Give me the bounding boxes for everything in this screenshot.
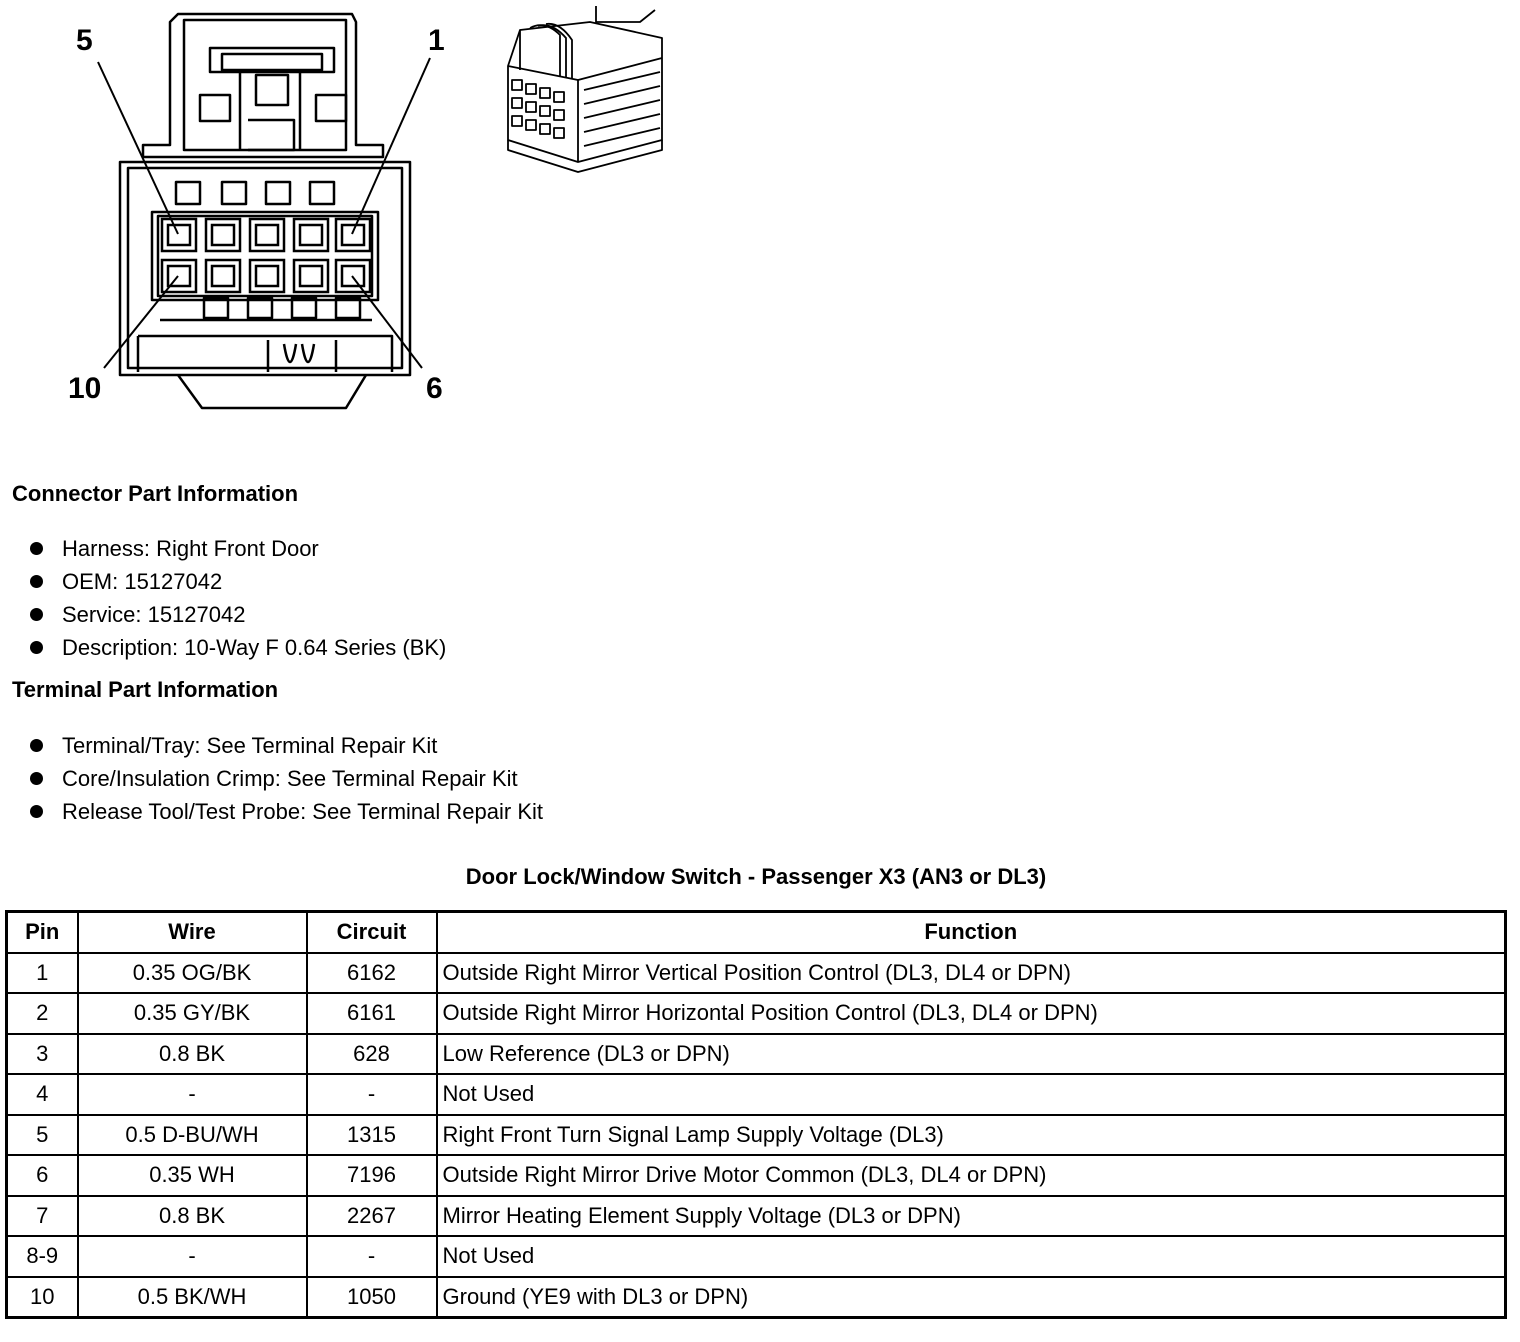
- function-cell: Outside Right Mirror Drive Motor Common (DL3, DL4 or DPN): [437, 1155, 1506, 1196]
- circuit-cell: 1315: [307, 1115, 437, 1156]
- connector-3d-view: [500, 0, 680, 175]
- circuit-cell: 2267: [307, 1196, 437, 1237]
- function-cell: Right Front Turn Signal Lamp Supply Voltage (DL3): [437, 1115, 1506, 1156]
- table-header-row: [7, 912, 1506, 953]
- pin-cell: 1: [7, 953, 78, 994]
- pin-cell: 8-9: [7, 1236, 78, 1277]
- table-row: [7, 1115, 1506, 1156]
- column-header-wire: Wire: [78, 912, 307, 953]
- pin-cell: 3: [7, 1034, 78, 1075]
- column-header-circuit: Circuit: [307, 912, 437, 953]
- circuit-cell: 628: [307, 1034, 437, 1075]
- wire-cell: 0.8 BK: [78, 1196, 307, 1237]
- function-cell: Low Reference (DL3 or DPN): [437, 1034, 1506, 1075]
- wire-cell: 0.5 BK/WH: [78, 1277, 307, 1318]
- function-cell: Not Used: [437, 1074, 1506, 1115]
- pin-cell: 2: [7, 993, 78, 1034]
- table-row: [7, 993, 1506, 1034]
- pin-label-10: 10: [68, 372, 102, 405]
- terminal-cavities: [162, 219, 370, 292]
- wire-cell: -: [78, 1236, 307, 1277]
- table-row: [7, 1236, 1506, 1277]
- wire-cell: 0.35 GY/BK: [78, 993, 307, 1034]
- table-row: [7, 1155, 1506, 1196]
- circuit-cell: 1050: [307, 1277, 437, 1318]
- pin-cell: 7: [7, 1196, 78, 1237]
- pin-cell: 4: [7, 1074, 78, 1115]
- connector-face-diagram: [60, 0, 460, 420]
- function-cell: Outside Right Mirror Vertical Position Control (DL3, DL4 or DPN): [437, 953, 1506, 994]
- function-cell: Outside Right Mirror Horizontal Position Control (DL3, DL4 or DPN): [437, 993, 1506, 1034]
- pin-cell: 10: [7, 1277, 78, 1318]
- pin-label-1: 1: [428, 24, 445, 57]
- circuit-cell: -: [307, 1236, 437, 1277]
- list-item: Service: 15127042: [30, 598, 446, 631]
- circuit-cell: 6162: [307, 953, 437, 994]
- table-row: [7, 1277, 1506, 1318]
- column-header-function: Function: [437, 912, 1506, 953]
- pin-label-6: 6: [426, 372, 443, 405]
- table-row: [7, 1034, 1506, 1075]
- table-caption: Door Lock/Window Switch - Passenger X3 (AN3 or DL3): [465, 864, 1047, 889]
- list-item: Release Tool/Test Probe: See Terminal Repair Kit: [30, 795, 543, 828]
- wire-cell: 0.8 BK: [78, 1034, 307, 1075]
- wire-cell: -: [78, 1074, 307, 1115]
- function-cell: Ground (YE9 with DL3 or DPN): [437, 1277, 1506, 1318]
- circuit-cell: -: [307, 1074, 437, 1115]
- connector-info-list: [30, 532, 446, 664]
- list-item: Core/Insulation Crimp: See Terminal Repair Kit: [30, 762, 543, 795]
- table-row: [7, 1196, 1506, 1237]
- terminal-info-list: [30, 729, 543, 828]
- circuit-cell: 6161: [307, 993, 437, 1034]
- pin-table: [5, 910, 1507, 1319]
- pin-label-5: 5: [76, 24, 93, 57]
- column-header-pin: Pin: [7, 912, 78, 953]
- list-item: Harness: Right Front Door: [30, 532, 446, 565]
- wire-cell: 0.35 OG/BK: [78, 953, 307, 994]
- pin-cell: 5: [7, 1115, 78, 1156]
- list-item: Terminal/Tray: See Terminal Repair Kit: [30, 729, 543, 762]
- wire-cell: 0.5 D-BU/WH: [78, 1115, 307, 1156]
- function-cell: Not Used: [437, 1236, 1506, 1277]
- table-row: [7, 953, 1506, 994]
- list-item: Description: 10-Way F 0.64 Series (BK): [30, 631, 446, 664]
- table-row: [7, 1074, 1506, 1115]
- pin-cell: 6: [7, 1155, 78, 1196]
- function-cell: Mirror Heating Element Supply Voltage (DL3 or DPN): [437, 1196, 1506, 1237]
- list-item: OEM: 15127042: [30, 565, 446, 598]
- terminal-info-heading: Terminal Part Information: [12, 677, 279, 702]
- connector-info-heading: Connector Part Information: [12, 481, 299, 506]
- wire-cell: 0.35 WH: [78, 1155, 307, 1196]
- circuit-cell: 7196: [307, 1155, 437, 1196]
